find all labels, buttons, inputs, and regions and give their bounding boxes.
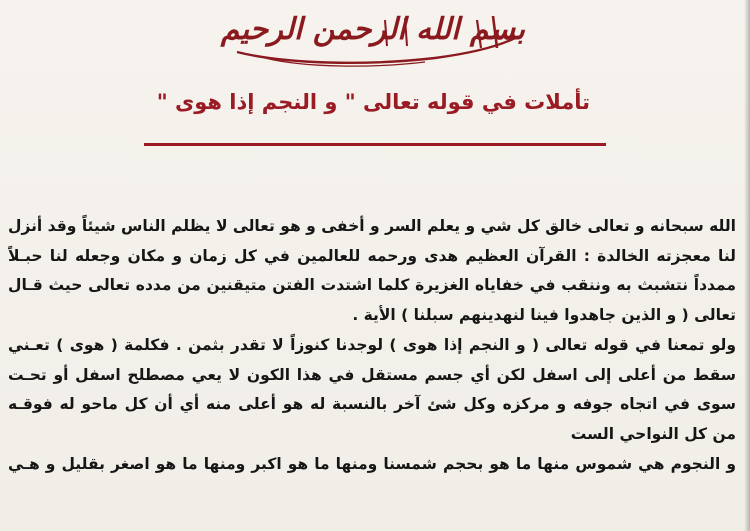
text-line: الله سبحانه و تعالى خالق كل شي و يعلم السر و أخفى و هو تعالى لا يظلم الناس شيئاً وقد أنزل: [8, 217, 736, 235]
scan-edge-shadow: [744, 0, 750, 531]
page-title: تأملات في قوله تعالى " و النجم إذا هوى ": [156, 90, 590, 114]
text-line: ولو تمعنا في قوله تعالى ( و النجم إذا هوى ) لوجدنا كنوزاً لا تقدر بثمن . فكلمة ( هوى ) تعـني: [8, 335, 736, 354]
text-line: لنا معجزته الخالدة : القرآن العظيم هدى ورحمه للعالمين في كل زمان و مكان وجعله لنا حبـلاً: [8, 246, 736, 265]
basmala-calligraphy: [220, 8, 525, 70]
body-paragraphs: [8, 212, 736, 479]
title-underline: [144, 143, 606, 146]
text-line: ممدداً نتشبث به وننقب في خفاياه الغزيرة كلما اشتدت الفتن متيقنين من مدده تعالى حيث قـال: [8, 276, 736, 295]
text-line: سوى في اتجاه جوفه و مركزه وكل شئ آخر بالنسبة له هو أعلى منه أي أن كل ماحو له فوقـه: [8, 395, 736, 414]
text-line: و النجوم هي شموس منها ما هو بحجم شمسنا ومنها ما هو اكبر ومنها ما هو اصغر بقليل و هـي: [8, 454, 736, 473]
basmala-text: بسم الله الرحمن الرحيم: [220, 12, 525, 47]
text-line: تعالى ( و الذين جاهدوا فينا لنهدينهم سبلنا ) الأية .: [352, 306, 736, 325]
text-line: سقط من أعلى إلى اسفل لكن أي جسم مستقل في هذا الكون لا يعي مصطلح اسفل أو تحـت: [8, 365, 736, 384]
text-line: من كل النواحي الست: [570, 424, 736, 443]
